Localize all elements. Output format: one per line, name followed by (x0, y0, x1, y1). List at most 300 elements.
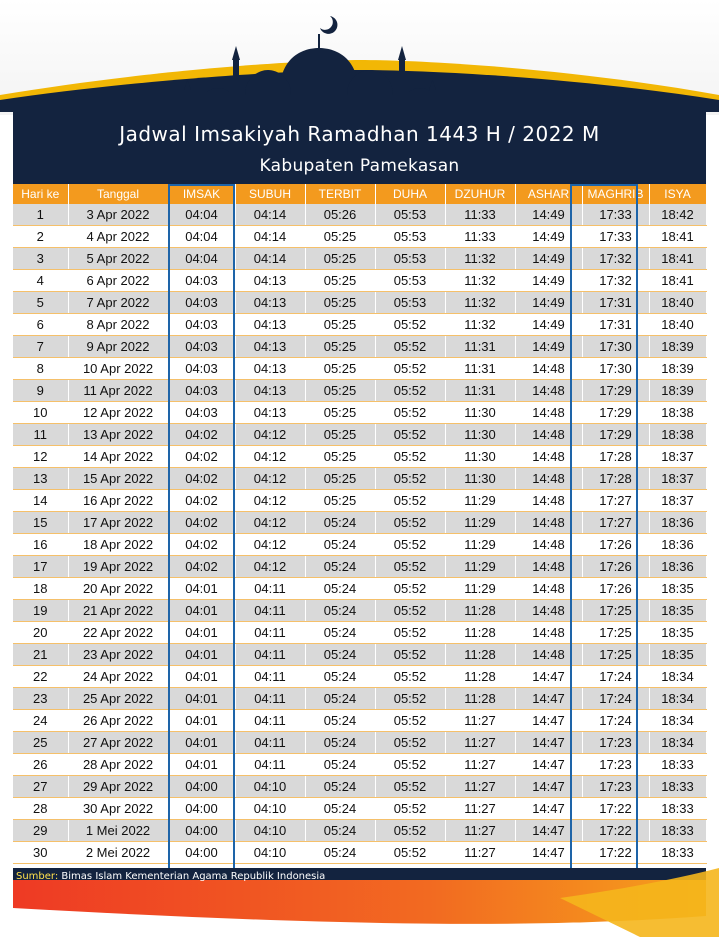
cell-maghrib: 17:24 (582, 666, 649, 688)
cell-ashar: 14:49 (515, 336, 582, 358)
cell-subuh: 04:11 (235, 666, 305, 688)
table-row (13, 688, 706, 710)
cell-dzuhur: 11:27 (445, 820, 515, 842)
cell-dzuhur: 11:27 (445, 754, 515, 776)
cell-isya: 18:33 (649, 842, 706, 864)
cell-dzuhur: 11:30 (445, 402, 515, 424)
cell-isya: 18:40 (649, 314, 706, 336)
cell-duha: 05:53 (375, 226, 445, 248)
cell-terbit: 05:25 (305, 336, 375, 358)
cell-tanggal: 12 Apr 2022 (68, 402, 168, 424)
cell-tanggal: 21 Apr 2022 (68, 600, 168, 622)
cell-isya: 18:33 (649, 820, 706, 842)
cell-ashar: 14:47 (515, 754, 582, 776)
cell-tanggal: 18 Apr 2022 (68, 534, 168, 556)
cell-ashar: 14:47 (515, 732, 582, 754)
cell-ashar: 14:48 (515, 446, 582, 468)
cell-duha: 05:52 (375, 578, 445, 600)
cell-terbit: 05:24 (305, 820, 375, 842)
cell-hari-ke: 22 (13, 666, 68, 688)
cell-maghrib: 17:33 (582, 204, 649, 226)
cell-tanggal: 15 Apr 2022 (68, 468, 168, 490)
table-row (13, 556, 706, 578)
cell-terbit: 05:25 (305, 292, 375, 314)
cell-subuh: 04:13 (235, 358, 305, 380)
cell-maghrib: 17:25 (582, 622, 649, 644)
table-row (13, 732, 706, 754)
cell-terbit: 05:24 (305, 688, 375, 710)
cell-terbit: 05:26 (305, 204, 375, 226)
table-row (13, 402, 706, 424)
cell-dzuhur: 11:28 (445, 666, 515, 688)
source-credit (16, 871, 325, 882)
page-title: Jadwal Imsakiyah Ramadhan 1443 H / 2022 M (119, 122, 600, 146)
cell-ashar: 14:47 (515, 710, 582, 732)
table-row (13, 226, 706, 248)
cell-subuh: 04:10 (235, 820, 305, 842)
cell-terbit: 05:25 (305, 402, 375, 424)
cell-duha: 05:52 (375, 314, 445, 336)
cell-ashar: 14:49 (515, 314, 582, 336)
col-header-dzuhur: DZUHUR (445, 184, 515, 204)
cell-dzuhur: 11:28 (445, 600, 515, 622)
cell-imsak: 04:04 (168, 248, 235, 270)
cell-tanggal: 9 Apr 2022 (68, 336, 168, 358)
cell-hari-ke: 11 (13, 424, 68, 446)
cell-tanggal: 22 Apr 2022 (68, 622, 168, 644)
cell-hari-ke: 19 (13, 600, 68, 622)
cell-subuh: 04:11 (235, 644, 305, 666)
cell-hari-ke: 6 (13, 314, 68, 336)
cell-dzuhur: 11:29 (445, 556, 515, 578)
cell-tanggal: 7 Apr 2022 (68, 292, 168, 314)
cell-subuh: 04:13 (235, 292, 305, 314)
cell-maghrib: 17:26 (582, 534, 649, 556)
cell-dzuhur: 11:30 (445, 424, 515, 446)
cell-hari-ke: 25 (13, 732, 68, 754)
cell-hari-ke: 23 (13, 688, 68, 710)
cell-imsak: 04:01 (168, 710, 235, 732)
cell-subuh: 04:13 (235, 336, 305, 358)
table-row (13, 754, 706, 776)
cell-hari-ke: 14 (13, 490, 68, 512)
cell-imsak: 04:01 (168, 666, 235, 688)
table-row (13, 204, 706, 226)
cell-ashar: 14:47 (515, 666, 582, 688)
cell-tanggal: 1 Mei 2022 (68, 820, 168, 842)
cell-terbit: 05:24 (305, 512, 375, 534)
cell-duha: 05:52 (375, 358, 445, 380)
cell-imsak: 04:02 (168, 446, 235, 468)
cell-hari-ke: 12 (13, 446, 68, 468)
cell-maghrib: 17:29 (582, 402, 649, 424)
cell-subuh: 04:12 (235, 534, 305, 556)
cell-tanggal: 26 Apr 2022 (68, 710, 168, 732)
cell-ashar: 14:47 (515, 820, 582, 842)
cell-subuh: 04:11 (235, 600, 305, 622)
cell-tanggal: 5 Apr 2022 (68, 248, 168, 270)
cell-duha: 05:52 (375, 534, 445, 556)
cell-subuh: 04:11 (235, 622, 305, 644)
cell-dzuhur: 11:31 (445, 336, 515, 358)
cell-imsak: 04:02 (168, 490, 235, 512)
cell-subuh: 04:10 (235, 842, 305, 864)
table-row (13, 600, 706, 622)
cell-hari-ke: 1 (13, 204, 68, 226)
cell-duha: 05:52 (375, 776, 445, 798)
cell-maghrib: 17:25 (582, 600, 649, 622)
cell-hari-ke: 2 (13, 226, 68, 248)
cell-duha: 05:52 (375, 666, 445, 688)
table-row (13, 424, 706, 446)
cell-isya: 18:37 (649, 446, 706, 468)
cell-terbit: 05:24 (305, 710, 375, 732)
cell-duha: 05:52 (375, 644, 445, 666)
cell-dzuhur: 11:33 (445, 226, 515, 248)
cell-isya: 18:41 (649, 226, 706, 248)
cell-isya: 18:39 (649, 358, 706, 380)
cell-isya: 18:39 (649, 380, 706, 402)
cell-isya: 18:36 (649, 556, 706, 578)
cell-dzuhur: 11:29 (445, 534, 515, 556)
cell-ashar: 14:48 (515, 534, 582, 556)
cell-maghrib: 17:27 (582, 490, 649, 512)
cell-terbit: 05:24 (305, 798, 375, 820)
cell-duha: 05:52 (375, 710, 445, 732)
cell-duha: 05:53 (375, 292, 445, 314)
cell-tanggal: 11 Apr 2022 (68, 380, 168, 402)
table-row (13, 666, 706, 688)
cell-subuh: 04:13 (235, 314, 305, 336)
cell-duha: 05:52 (375, 512, 445, 534)
cell-dzuhur: 11:32 (445, 292, 515, 314)
cell-ashar: 14:49 (515, 204, 582, 226)
col-header-isya: ISYA (649, 184, 706, 204)
cell-tanggal: 8 Apr 2022 (68, 314, 168, 336)
cell-subuh: 04:11 (235, 754, 305, 776)
cell-duha: 05:52 (375, 402, 445, 424)
cell-subuh: 04:13 (235, 270, 305, 292)
cell-tanggal: 29 Apr 2022 (68, 776, 168, 798)
cell-duha: 05:52 (375, 600, 445, 622)
cell-terbit: 05:24 (305, 644, 375, 666)
table-row (13, 270, 706, 292)
table-row (13, 644, 706, 666)
cell-tanggal: 23 Apr 2022 (68, 644, 168, 666)
cell-hari-ke: 5 (13, 292, 68, 314)
cell-maghrib: 17:30 (582, 336, 649, 358)
cell-hari-ke: 3 (13, 248, 68, 270)
col-header-ashar: ASHAR (515, 184, 582, 204)
cell-isya: 18:41 (649, 270, 706, 292)
cell-ashar: 14:48 (515, 644, 582, 666)
table-row (13, 380, 706, 402)
cell-tanggal: 3 Apr 2022 (68, 204, 168, 226)
cell-terbit: 05:24 (305, 754, 375, 776)
cell-dzuhur: 11:27 (445, 710, 515, 732)
cell-tanggal: 16 Apr 2022 (68, 490, 168, 512)
cell-dzuhur: 11:31 (445, 380, 515, 402)
cell-maghrib: 17:23 (582, 776, 649, 798)
cell-ashar: 14:48 (515, 622, 582, 644)
cell-hari-ke: 13 (13, 468, 68, 490)
cell-tanggal: 19 Apr 2022 (68, 556, 168, 578)
cell-dzuhur: 11:29 (445, 490, 515, 512)
cell-ashar: 14:48 (515, 402, 582, 424)
table-row (13, 534, 706, 556)
cell-subuh: 04:14 (235, 226, 305, 248)
cell-ashar: 14:47 (515, 798, 582, 820)
cell-maghrib: 17:30 (582, 358, 649, 380)
cell-maghrib: 17:33 (582, 226, 649, 248)
cell-maghrib: 17:24 (582, 688, 649, 710)
cell-ashar: 14:48 (515, 512, 582, 534)
cell-maghrib: 17:22 (582, 820, 649, 842)
cell-terbit: 05:24 (305, 600, 375, 622)
cell-maghrib: 17:32 (582, 270, 649, 292)
cell-imsak: 04:02 (168, 556, 235, 578)
cell-maghrib: 17:26 (582, 556, 649, 578)
cell-imsak: 04:04 (168, 226, 235, 248)
cell-maghrib: 17:26 (582, 578, 649, 600)
cell-hari-ke: 26 (13, 754, 68, 776)
cell-hari-ke: 18 (13, 578, 68, 600)
cell-isya: 18:37 (649, 468, 706, 490)
cell-isya: 18:33 (649, 754, 706, 776)
col-header-subuh: SUBUH (235, 184, 305, 204)
cell-duha: 05:53 (375, 270, 445, 292)
cell-subuh: 04:12 (235, 512, 305, 534)
cell-duha: 05:52 (375, 622, 445, 644)
cell-duha: 05:52 (375, 446, 445, 468)
cell-ashar: 14:48 (515, 380, 582, 402)
cell-isya: 18:42 (649, 204, 706, 226)
cell-imsak: 04:01 (168, 688, 235, 710)
cell-terbit: 05:25 (305, 468, 375, 490)
cell-tanggal: 20 Apr 2022 (68, 578, 168, 600)
cell-duha: 05:52 (375, 754, 445, 776)
cell-isya: 18:38 (649, 424, 706, 446)
cell-maghrib: 17:28 (582, 468, 649, 490)
cell-duha: 05:52 (375, 490, 445, 512)
cell-dzuhur: 11:28 (445, 644, 515, 666)
cell-subuh: 04:12 (235, 424, 305, 446)
table-row (13, 490, 706, 512)
cell-imsak: 04:02 (168, 512, 235, 534)
cell-duha: 05:52 (375, 820, 445, 842)
cell-terbit: 05:24 (305, 622, 375, 644)
cell-terbit: 05:24 (305, 556, 375, 578)
cell-terbit: 05:25 (305, 358, 375, 380)
mosque-silhouette-icon (140, 10, 480, 120)
cell-isya: 18:33 (649, 798, 706, 820)
cell-dzuhur: 11:30 (445, 446, 515, 468)
cell-isya: 18:34 (649, 688, 706, 710)
cell-ashar: 14:49 (515, 292, 582, 314)
cell-duha: 05:52 (375, 688, 445, 710)
cell-hari-ke: 17 (13, 556, 68, 578)
cell-ashar: 14:47 (515, 776, 582, 798)
cell-isya: 18:39 (649, 336, 706, 358)
cell-imsak: 04:02 (168, 534, 235, 556)
cell-tanggal: 30 Apr 2022 (68, 798, 168, 820)
cell-dzuhur: 11:28 (445, 688, 515, 710)
cell-tanggal: 4 Apr 2022 (68, 226, 168, 248)
cell-terbit: 05:25 (305, 424, 375, 446)
cell-imsak: 04:04 (168, 204, 235, 226)
cell-terbit: 05:24 (305, 842, 375, 864)
imsakiyah-table (13, 184, 707, 864)
cell-dzuhur: 11:32 (445, 314, 515, 336)
cell-imsak: 04:00 (168, 820, 235, 842)
cell-duha: 05:52 (375, 556, 445, 578)
cell-hari-ke: 8 (13, 358, 68, 380)
cell-ashar: 14:48 (515, 424, 582, 446)
cell-maghrib: 17:23 (582, 754, 649, 776)
cell-terbit: 05:25 (305, 446, 375, 468)
cell-tanggal: 10 Apr 2022 (68, 358, 168, 380)
cell-subuh: 04:10 (235, 798, 305, 820)
cell-maghrib: 17:31 (582, 314, 649, 336)
cell-subuh: 04:13 (235, 380, 305, 402)
cell-imsak: 04:03 (168, 402, 235, 424)
cell-duha: 05:52 (375, 380, 445, 402)
cell-tanggal: 27 Apr 2022 (68, 732, 168, 754)
col-header-imsak: IMSAK (168, 184, 235, 204)
cell-tanggal: 2 Mei 2022 (68, 842, 168, 864)
cell-maghrib: 17:22 (582, 798, 649, 820)
table-row (13, 358, 706, 380)
cell-imsak: 04:01 (168, 754, 235, 776)
cell-imsak: 04:03 (168, 380, 235, 402)
cell-dzuhur: 11:29 (445, 578, 515, 600)
cell-maghrib: 17:31 (582, 292, 649, 314)
table-row (13, 292, 706, 314)
cell-imsak: 04:03 (168, 314, 235, 336)
cell-isya: 18:40 (649, 292, 706, 314)
cell-dzuhur: 11:27 (445, 798, 515, 820)
cell-imsak: 04:01 (168, 732, 235, 754)
cell-isya: 18:35 (649, 600, 706, 622)
cell-tanggal: 13 Apr 2022 (68, 424, 168, 446)
cell-imsak: 04:03 (168, 358, 235, 380)
cell-dzuhur: 11:32 (445, 248, 515, 270)
cell-subuh: 04:11 (235, 732, 305, 754)
cell-dzuhur: 11:31 (445, 358, 515, 380)
cell-terbit: 05:24 (305, 732, 375, 754)
table-row (13, 842, 706, 864)
col-header-tanggal: Tanggal (68, 184, 168, 204)
source-text: Bimas Islam Kementerian Agama Republik Indonesia (61, 871, 326, 882)
cell-duha: 05:52 (375, 798, 445, 820)
cell-isya: 18:38 (649, 402, 706, 424)
cell-ashar: 14:47 (515, 842, 582, 864)
cell-subuh: 04:12 (235, 556, 305, 578)
col-header-hari: Hari ke (13, 184, 68, 204)
cell-hari-ke: 15 (13, 512, 68, 534)
cell-hari-ke: 28 (13, 798, 68, 820)
table-row (13, 314, 706, 336)
cell-dzuhur: 11:28 (445, 622, 515, 644)
cell-tanggal: 28 Apr 2022 (68, 754, 168, 776)
cell-tanggal: 17 Apr 2022 (68, 512, 168, 534)
col-header-duha: DUHA (375, 184, 445, 204)
cell-imsak: 04:03 (168, 270, 235, 292)
cell-maghrib: 17:32 (582, 248, 649, 270)
cell-maghrib: 17:23 (582, 732, 649, 754)
cell-subuh: 04:14 (235, 204, 305, 226)
cell-ashar: 14:49 (515, 248, 582, 270)
cell-tanggal: 14 Apr 2022 (68, 446, 168, 468)
cell-dzuhur: 11:27 (445, 732, 515, 754)
cell-maghrib: 17:27 (582, 512, 649, 534)
cell-hari-ke: 9 (13, 380, 68, 402)
cell-subuh: 04:11 (235, 578, 305, 600)
table-header-row (13, 184, 706, 204)
cell-subuh: 04:11 (235, 710, 305, 732)
cell-imsak: 04:00 (168, 776, 235, 798)
cell-imsak: 04:03 (168, 336, 235, 358)
cell-hari-ke: 24 (13, 710, 68, 732)
cell-terbit: 05:24 (305, 666, 375, 688)
cell-imsak: 04:00 (168, 798, 235, 820)
cell-imsak: 04:01 (168, 578, 235, 600)
table-row (13, 468, 706, 490)
table-row (13, 710, 706, 732)
cell-hari-ke: 16 (13, 534, 68, 556)
cell-terbit: 05:25 (305, 490, 375, 512)
table-row (13, 798, 706, 820)
cell-hari-ke: 7 (13, 336, 68, 358)
col-header-terbit: TERBIT (305, 184, 375, 204)
cell-duha: 05:52 (375, 424, 445, 446)
cell-hari-ke: 4 (13, 270, 68, 292)
cell-ashar: 14:47 (515, 688, 582, 710)
table-row (13, 578, 706, 600)
cell-tanggal: 25 Apr 2022 (68, 688, 168, 710)
cell-hari-ke: 20 (13, 622, 68, 644)
cell-terbit: 05:25 (305, 270, 375, 292)
cell-duha: 05:53 (375, 248, 445, 270)
table-row (13, 446, 706, 468)
cell-duha: 05:52 (375, 336, 445, 358)
cell-dzuhur: 11:27 (445, 776, 515, 798)
cell-dzuhur: 11:29 (445, 512, 515, 534)
cell-dzuhur: 11:30 (445, 468, 515, 490)
cell-isya: 18:36 (649, 512, 706, 534)
cell-subuh: 04:12 (235, 490, 305, 512)
cell-isya: 18:35 (649, 644, 706, 666)
cell-isya: 18:41 (649, 248, 706, 270)
cell-duha: 05:52 (375, 468, 445, 490)
cell-ashar: 14:49 (515, 226, 582, 248)
cell-subuh: 04:13 (235, 402, 305, 424)
table-row (13, 248, 706, 270)
cell-isya: 18:37 (649, 490, 706, 512)
table-row (13, 776, 706, 798)
table-body (13, 204, 706, 864)
cell-imsak: 04:02 (168, 424, 235, 446)
cell-dzuhur: 11:32 (445, 270, 515, 292)
cell-isya: 18:35 (649, 622, 706, 644)
cell-hari-ke: 21 (13, 644, 68, 666)
cell-imsak: 04:01 (168, 644, 235, 666)
cell-ashar: 14:48 (515, 468, 582, 490)
source-label: Sumber: (16, 871, 59, 882)
region-subtitle: Kabupaten Pamekasan (259, 156, 460, 176)
cell-hari-ke: 30 (13, 842, 68, 864)
cell-isya: 18:33 (649, 776, 706, 798)
